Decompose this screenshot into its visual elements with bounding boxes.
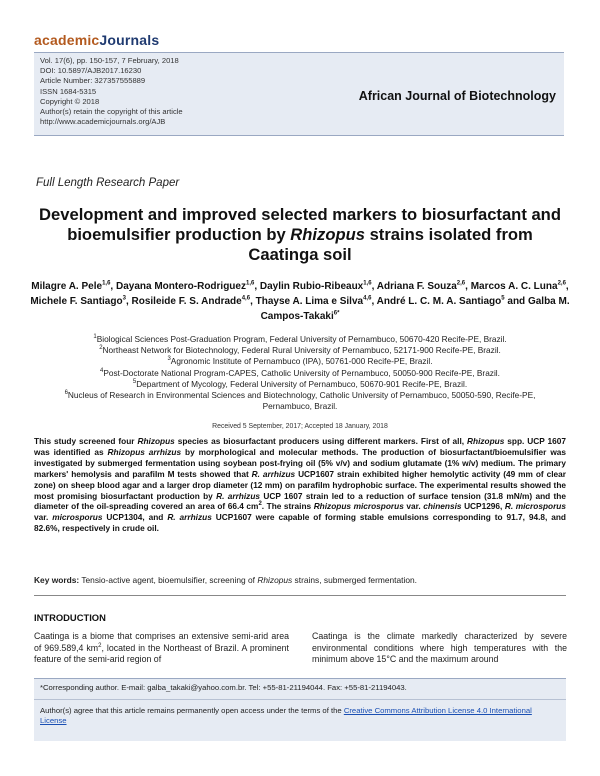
author-name: Michele F. Santiago	[30, 295, 123, 307]
meta-copyright: Copyright © 2018	[40, 96, 100, 106]
author-name: Milagre A. Pele	[31, 281, 103, 292]
author-name: Adriana F. Souza	[376, 281, 457, 292]
author-affiliation-mark: 3	[122, 295, 126, 302]
author-affiliation-mark: 4,6	[363, 295, 372, 302]
affiliation	[50, 379, 550, 390]
author-name: Dayana Montero-Rodriguez	[115, 281, 246, 292]
meta-doi: DOI: 10.5897/AJB2017.16230	[40, 66, 142, 76]
affiliation	[50, 390, 550, 412]
affiliation	[50, 368, 550, 379]
author-affiliation-mark: 6*	[333, 310, 340, 317]
meta-volume: Vol. 17(6), pp. 150-157, 7 February, 2018	[40, 56, 179, 65]
author-list: Milagre A. Pele$^{1,6}$, Dayana Montero-Rodriguez$^{1,6}$, Daylin Rubio-Ribeaux$^{1,6}$, Adriana F. Souza$^{2,6}$, Marcos A. C. Luna$^{2,6}$, Michele F. Santiago$^3$, Rosileide F. S. Andrade$^{4,6}$, Thayse A. Lima e Silva$^{4,6}$, André L. C. M. A. Santiago$^5$ and Galba M. Campos-Takaki$^{6*}$	[30, 280, 570, 322]
logo-academic: academic	[34, 32, 100, 48]
affiliation-number: 3	[167, 356, 171, 363]
author-affiliation-mark: 1,6	[363, 280, 372, 287]
title-text-2: strains isolated from Caatinga soil	[248, 225, 533, 264]
paper-title	[30, 205, 570, 265]
author-name: Rosileide F. S. Andrade	[131, 295, 242, 307]
affiliation	[50, 356, 550, 367]
author-joiner: and	[504, 295, 528, 307]
affiliation	[50, 334, 550, 345]
intro-column-left: Caatinga is a biome that comprises an extensive semi-arid area of 969.589,4 $km^2$, located in the Northeast of Brazil. A prominent feature of the semi-arid region of	[34, 631, 289, 665]
license-note: Author(s) agree that this article remains permanently open access under the terms of the Creative Commons Attribution License 4.0 International License	[40, 706, 532, 726]
article-meta-box	[34, 52, 564, 136]
logo-journals: Journals	[99, 32, 160, 48]
affiliation-list	[50, 334, 550, 412]
author-affiliation-mark: 2,6	[456, 280, 466, 287]
affiliation-text: Department of Mycology, Federal University of Pernambuco, 50670-901 Recife-PE, Brazil.	[136, 378, 468, 389]
author-name: Galba M. Campos-Takaki	[260, 295, 570, 322]
license-link[interactable]: Creative Commons Attribution License 4.0 International License	[40, 706, 532, 726]
affiliation-number: 4	[100, 367, 104, 374]
paper-type: Full Length Research Paper	[36, 177, 180, 189]
meta-issn: ISSN 1684-5315	[40, 86, 97, 96]
footnote-separator	[34, 699, 566, 700]
meta-article-number: Article Number: 327357555889	[40, 76, 146, 86]
author-affiliation-mark: 1,6	[102, 280, 111, 287]
section-divider	[34, 595, 566, 596]
author-affiliation-mark: 5	[501, 295, 505, 302]
meta-url[interactable]: http://www.academicjournals.org/AJB	[40, 117, 166, 127]
affiliation-text: Agronomic Institute of Pernambuco (IPA), 50761-000 Recife-PE, Brazil.	[170, 356, 433, 367]
journal-name: African Journal of Biotechnology	[358, 89, 556, 103]
abstract: This study screened four Rhizopus species as biosurfactant producers using different markers. First of all, Rhizopus spp. UCP 1607 was identified as Rhizopus arrhizus by morphological and molecular methods. The production of biosurfactant/bioemulsifier was investigated by submerged fermentation using soybean post-frying oil (5% v/v) and sodium glutamate (1% w/v) medium. The primary markers' hemolysis and parafilm M tests showed that R. arrhizus UCP1607 strain exhibited higher hemolytic activity (49 mm of clear zone) on sheep blood agar and a larger drop diameter (12 mm) on parafilm hydrophobic surface. The experimental results showed the most promising biosurfactant production by R. arrhizus UCP 1607 strain led to a reduction of surface tension (31.8 mN/m) and the diameter of the oil-spreading covered an area of 66.4 $cm^2$. The strains Rhizopus microsporus var. chinensis UCP1296, R. microsporus var. microsporus UCP1304, and R. arrhizus UCP1607 were capable of forming stable emulsions corresponding to 91.7, 94.8, and 82.6%, respectively in crude oil.	[34, 436, 567, 534]
author-affiliation-mark: 1,6	[245, 280, 255, 287]
affiliation-number: 6	[64, 390, 68, 397]
corresponding-author: *Corresponding author. E-mail: galba_takaki@yahoo.com.br. Tel: +55-81-21194044. Fax: +55-81-21194043.	[40, 683, 407, 692]
footnote-box	[34, 678, 566, 741]
author-name: André L. C. M. A. Santiago	[376, 295, 502, 307]
article-meta	[40, 56, 183, 127]
title-italic: Rhizopus	[290, 225, 365, 244]
publisher-logo	[34, 32, 159, 48]
introduction-heading: INTRODUCTION	[34, 612, 106, 623]
affiliation-number: 1	[93, 334, 97, 341]
author-name: Marcos A. C. Luna	[470, 281, 558, 292]
affiliation-text: Biological Sciences Post-Graduation Program, Federal University of Pernambuco, 50670-420 Recife-PE, Brazil.	[96, 334, 507, 344]
author-name: Daylin Rubio-Ribeaux	[259, 281, 364, 292]
received-dates: Received 5 September, 2017; Accepted 18 January, 2018	[212, 423, 388, 430]
author-affiliation-mark: 2,6	[557, 280, 566, 287]
intro-column-right: Caatinga is the climate markedly characterized by severe environmental conditions where high temperatures with the minimum above 15°C and the maximum around	[312, 631, 567, 665]
affiliation-text: Post-Doctorate National Program-CAPES, Catholic University of Pernambuco, 50050-900 Recife-PE, Brazil.	[103, 367, 500, 378]
meta-rights: Author(s) retain the copyright of this article	[40, 107, 183, 117]
title-text-1: Development and improved selected markers to biosurfactant and bioemulsifier production by	[39, 205, 561, 244]
affiliation-number: 5	[132, 379, 137, 386]
affiliation-text: Northeast Network for Biotechnology, Federal Rural University of Pernambuco, 52171-900 Recife-PE, Brazil.	[102, 345, 501, 356]
affiliation-text: Nucleus of Research in Environmental Sciences and Biotechnology, Catholic University of Pernambuco, 50050-590, Recife-PE, Pernambuco, Brazil.	[67, 390, 536, 412]
author-affiliation-mark: 4,6	[241, 295, 251, 302]
affiliation	[50, 345, 550, 356]
keywords: Key words: Tensio-active agent, bioemulsifier, screening of Rhizopus strains, submerged fermentation.	[34, 575, 417, 585]
author-name: Thayse A. Lima e Silva	[255, 295, 364, 307]
affiliation-number: 2	[99, 345, 103, 352]
keywords-label: Key words:	[34, 575, 80, 585]
